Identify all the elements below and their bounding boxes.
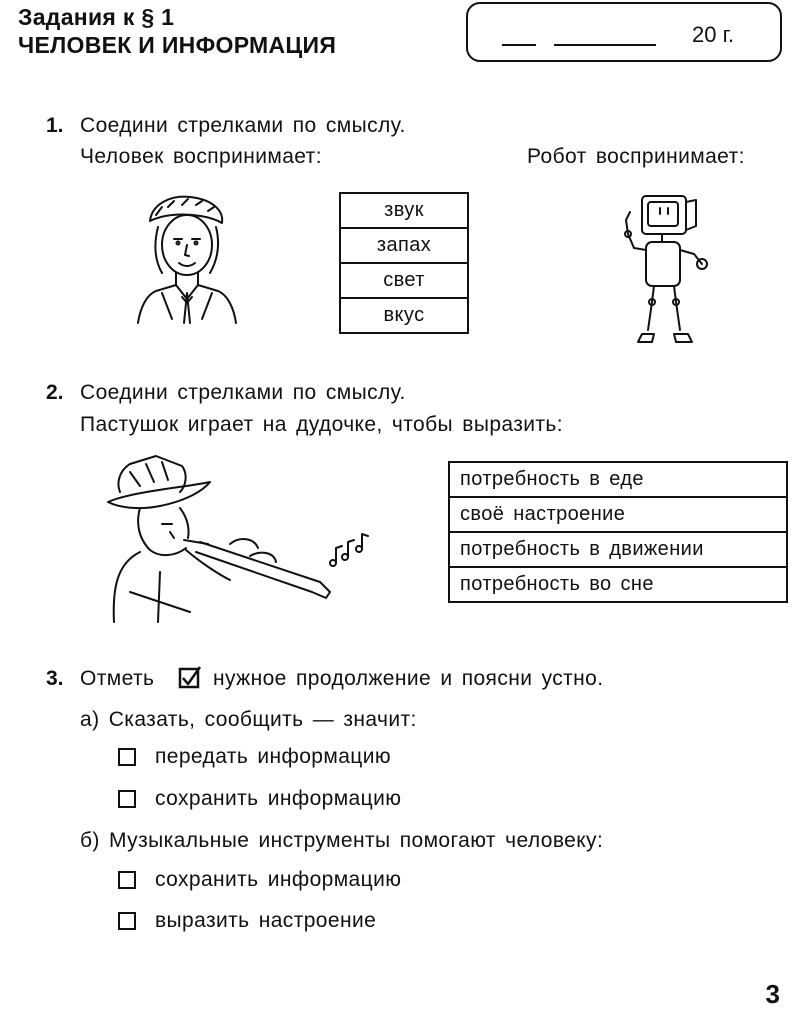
- task1-option[interactable]: запах: [340, 228, 468, 263]
- task1-option[interactable]: вкус: [340, 298, 468, 333]
- task1-human-label: Человек воспринимает:: [80, 145, 322, 168]
- task3a-checkbox-2[interactable]: [118, 790, 136, 808]
- task1-robot-label: Робот воспринимает:: [527, 145, 745, 168]
- task1-option[interactable]: свет: [340, 263, 468, 298]
- task2-options-table: [448, 461, 788, 603]
- task1-number: 1.: [46, 114, 64, 137]
- task3a-label: а) Сказать, сообщить — значит:: [80, 708, 417, 731]
- section-heading: Задания к § 1: [18, 4, 175, 30]
- task2-prompt: Пастушок играет на дудочке, чтобы выразить:: [80, 413, 563, 436]
- task3b-option-2: выразить настроение: [155, 909, 377, 932]
- task3a-checkbox-1[interactable]: [118, 748, 136, 766]
- page-number: 3: [765, 979, 780, 1009]
- shepherd-boy-icon: [100, 452, 386, 624]
- task3b-checkbox-2[interactable]: [118, 912, 136, 930]
- task3-instruction-end: нужное продолжение и поясни устно.: [213, 667, 604, 690]
- date-month-blank[interactable]: [554, 44, 656, 46]
- task2-option[interactable]: потребность во сне: [449, 567, 787, 602]
- checkmark-box-icon: [178, 665, 202, 689]
- task3b-checkbox-1[interactable]: [118, 871, 136, 889]
- task3-number: 3.: [46, 667, 64, 690]
- task2-option[interactable]: своё настроение: [449, 497, 787, 532]
- task2-option[interactable]: потребность в движении: [449, 532, 787, 567]
- task2-number: 2.: [46, 381, 64, 404]
- task3-instruction-start: Отметь: [80, 667, 155, 690]
- task1-options-table: [339, 192, 469, 334]
- task1-option[interactable]: звук: [340, 193, 468, 228]
- date-box: [466, 2, 782, 62]
- robot-icon: [612, 190, 712, 348]
- task3b-label: б) Музыкальные инструменты помогают человеку:: [80, 829, 604, 852]
- task1-instruction: Соедини стрелками по смыслу.: [80, 114, 406, 137]
- date-day-blank[interactable]: [502, 44, 536, 46]
- task3a-option-2: сохранить информацию: [155, 787, 402, 810]
- task3b-option-1: сохранить информацию: [155, 868, 402, 891]
- woman-portrait-icon: [132, 193, 240, 325]
- chapter-title: ЧЕЛОВЕК И ИНФОРМАЦИЯ: [18, 32, 337, 58]
- task2-instruction: Соедини стрелками по смыслу.: [80, 381, 406, 404]
- task2-option[interactable]: потребность в еде: [449, 462, 787, 497]
- date-year-label: 20 г.: [692, 22, 735, 47]
- task3a-option-1: передать информацию: [155, 745, 392, 768]
